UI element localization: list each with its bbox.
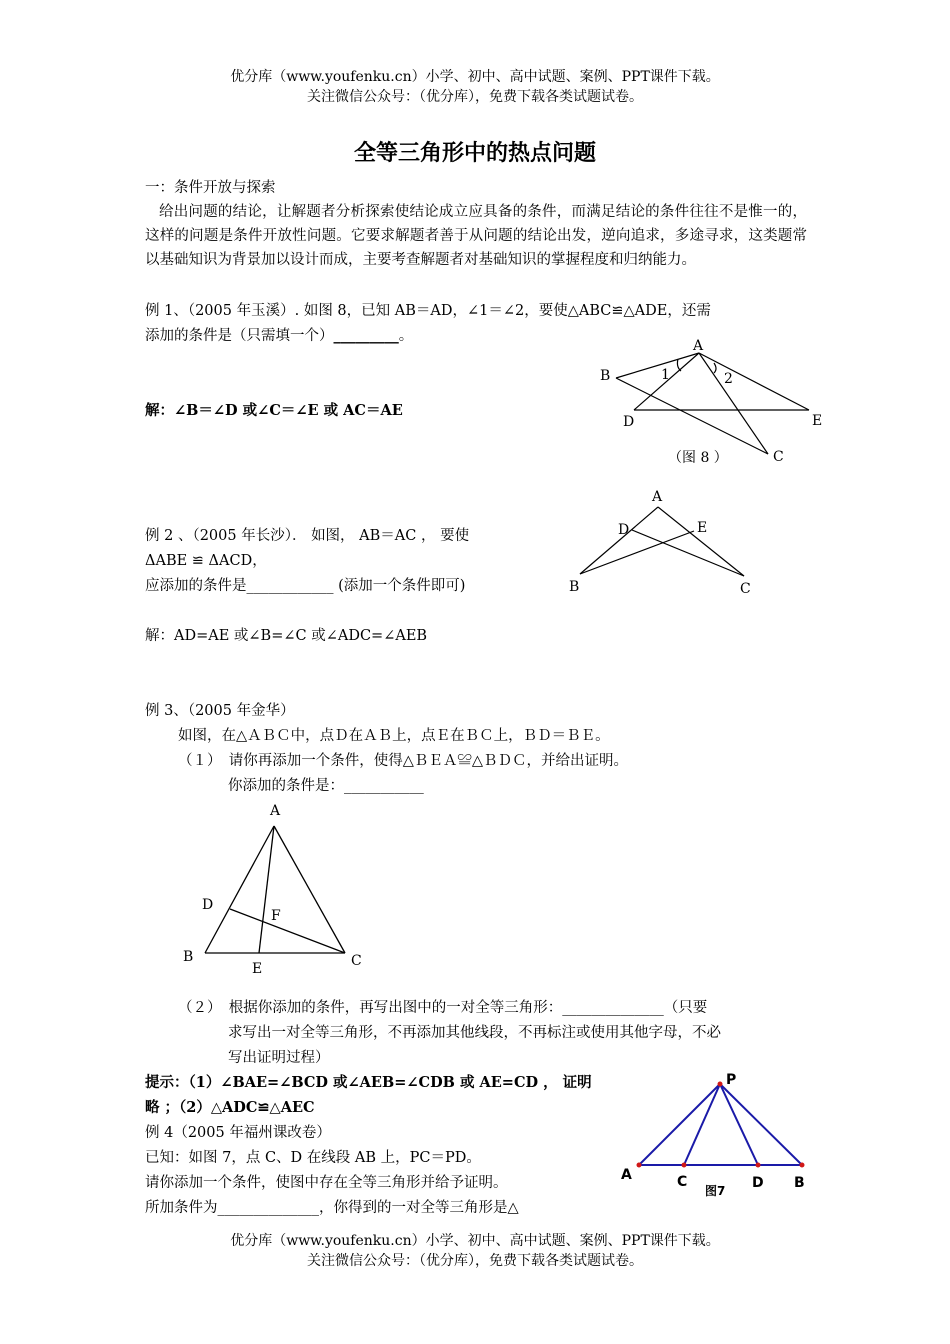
example2-line1: 例 2 、（2005 年长沙）． 如图， AB＝AC ， 要使 — [145, 528, 470, 544]
fig2-label-E: E — [697, 520, 708, 536]
fig7-line-PA — [639, 1084, 720, 1165]
example3-q2-line1 — [178, 996, 707, 1020]
example2-line2: ΔABE ≌ ΔACD， — [145, 553, 267, 569]
example3-line1: 如图，在△ＡＢＣ中，点Ｄ在ＡＢ上，点Ｅ在ＢＣ上，ＢＤ＝ＢＥ。 — [178, 728, 610, 744]
fig3-label-E: E — [252, 961, 263, 977]
example3-q1: （１） 请你再添加一个条件，使得△ＢＥＡ≌△ＢＤＣ，并给出证明。 — [178, 753, 629, 769]
example4-heading: 例 4（2005 年福州课改卷） — [145, 1125, 331, 1141]
footer-line-1: 优分库（www.youfenku.cn）小学、初中、高中试题、案例、PPT课件下载。 — [230, 1233, 720, 1249]
example4-line3-end: ，你得到的一对全等三角形是△ — [319, 1200, 519, 1216]
fig3-label-C: C — [351, 953, 362, 969]
fig3-label-D: D — [202, 897, 214, 913]
page-title: 全等三角形中的热点问题 — [353, 140, 596, 166]
figure-7 — [615, 1065, 815, 1200]
fig7-label-C: C — [677, 1174, 688, 1190]
fig3-line-DC — [230, 909, 345, 953]
fig8-label-B: B — [600, 368, 611, 384]
example4-line2: 请你添加一个条件，使图中存在全等三角形并给予证明。 — [145, 1175, 508, 1191]
header-line-1: 优分库（www.youfenku.cn）小学、初中、高中试题、案例、PPT课件下载。 — [230, 69, 720, 85]
fig7-point-D — [756, 1163, 761, 1168]
example4-line1: 已知：如图 7，点 C、D 在线段 AB 上，PC＝PD。 — [145, 1150, 481, 1166]
fig8-angle-2 — [714, 363, 716, 373]
example3-hint-line1: 提示：（1）∠BAE=∠BCD 或∠AEB=∠CDB 或 AE=CD ， 证明 — [145, 1074, 592, 1091]
fig2-label-B: B — [569, 579, 580, 595]
header-line-2: 关注微信公众号：（优分库），免费下载各类试题试卷。 — [307, 89, 643, 105]
fig7-caption: 图7 — [705, 1184, 726, 1198]
fig3-label-A: A — [270, 803, 281, 819]
fig7-label-D: D — [752, 1175, 764, 1191]
example2-line3-end: (添加一个条件即可) — [333, 578, 466, 594]
example1-line2 — [145, 324, 413, 348]
example1-blank: _________ — [333, 327, 399, 344]
example1-line2-end: 。 — [398, 328, 414, 344]
section-intro: 给出问题的结论，让解题者分析探索使结论成立应具备的条件，而满足结论的条件往往不是惟一的，这样的问题是条件开放性问题。它要求解题者善于从问题的结论出发，逆向追求，多途寻求，这类题常以基础知识为背景加以设计而成，主要考查解题者对基础知识的掌握程度和归纳能力。 — [145, 204, 807, 268]
fig8-line-AE — [699, 353, 809, 410]
figure-8 — [590, 335, 830, 470]
fig7-point-B — [800, 1163, 805, 1168]
fig2-line-AC — [658, 507, 744, 576]
example3-heading: 例 3、（2005 年金华） — [145, 703, 295, 719]
fig8-label-1: 1 — [661, 367, 670, 383]
fig2-label-D: D — [618, 522, 630, 538]
fig7-label-P: P — [726, 1072, 737, 1088]
fig2-label-C: C — [740, 581, 751, 597]
fig7-line-PB — [720, 1084, 802, 1165]
example3-q2-line3: 写出证明过程） — [228, 1050, 330, 1066]
example1-line2-text: 添加的条件是（只需填一个） — [145, 328, 334, 344]
fig3-line-AC — [274, 826, 345, 953]
example3-q2-blank: ______________ — [562, 1000, 664, 1016]
figure-example3 — [175, 796, 375, 981]
example3-q1-prompt-text: 你添加的条件是： — [228, 778, 344, 794]
example3-q1-prompt — [228, 774, 424, 798]
fig7-line-PC — [684, 1084, 720, 1165]
fig2-label-A: A — [652, 489, 663, 505]
example2-blank: ____________ — [246, 578, 334, 594]
example2-line3-text: 应添加的条件是 — [145, 578, 247, 594]
example3-q2-line2: 求写出一对全等三角形，不再添加其他线段，不再标注或使用其他字母，不必 — [228, 1025, 721, 1041]
fig7-line-PD — [720, 1084, 758, 1165]
fig8-label-E: E — [812, 413, 823, 429]
example3-q1-blank: ___________ — [344, 778, 424, 794]
fig7-point-A — [637, 1163, 642, 1168]
fig2-line-BE — [580, 531, 694, 574]
figure-example2 — [560, 485, 780, 600]
fig8-line-AC — [699, 353, 768, 454]
example4-blank: ______________ — [217, 1200, 319, 1216]
fig7-point-C — [682, 1163, 687, 1168]
example4-line3-text: 所加条件为 — [145, 1200, 218, 1216]
example3-q2-end: （只要 — [663, 1000, 708, 1016]
fig8-line-AB — [616, 353, 699, 378]
fig8-line-BC — [616, 378, 768, 454]
fig7-label-A: A — [621, 1167, 632, 1183]
fig2-line-CD — [632, 530, 744, 576]
section-heading: 一：条件开放与探索 — [145, 180, 276, 196]
fig2-line-AB — [580, 507, 658, 574]
fig3-label-F: F — [271, 908, 281, 924]
fig7-point-P — [718, 1082, 723, 1087]
fig3-label-B: B — [183, 949, 194, 965]
example1-line1: 例 1、（2005 年玉溪）. 如图 8，已知 AB＝AD，∠1＝∠2，要使△ABC≌△ADE，还需 — [145, 303, 711, 319]
fig7-label-B: B — [794, 1175, 805, 1191]
example2-answer: 解：AD=AE 或∠B=∠C 或∠ADC=∠AEB — [145, 628, 428, 644]
example3-hint-line2: 略 ；（2）△ADC≌△AEC — [145, 1099, 315, 1116]
fig8-label-2: 2 — [724, 371, 733, 387]
example2-line3 — [145, 574, 465, 598]
fig8-label-D: D — [623, 414, 635, 430]
footer-line-2: 关注微信公众号：（优分库），免费下载各类试题试卷。 — [307, 1253, 643, 1269]
fig3-line-AE — [259, 826, 274, 953]
fig3-line-AB — [205, 826, 274, 953]
example4-line3 — [145, 1196, 519, 1220]
example3-q2-text: （２） 根据你添加的条件，再写出图中的一对全等三角形： — [178, 1000, 563, 1016]
fig8-caption: （图 8 ） — [668, 450, 728, 466]
example1-answer: 解：∠B＝∠D 或∠C＝∠E 或 AC＝AE — [145, 402, 403, 419]
fig8-label-C: C — [773, 449, 784, 465]
fig8-label-A: A — [693, 338, 704, 354]
